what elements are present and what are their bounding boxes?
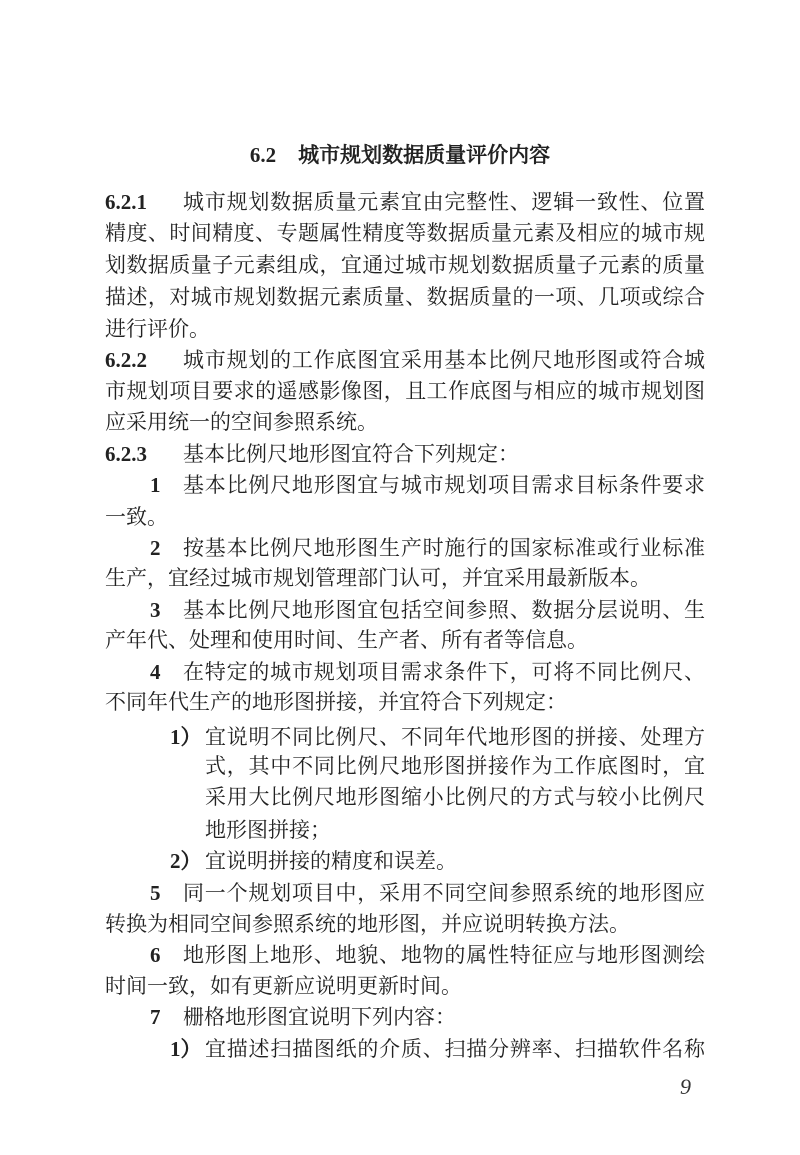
item-line: 按基本比例尺地形图生产时施行的国家标准或行业标准 <box>183 536 705 560</box>
item-line: 地形图上地形、地貌、地物的属性特征应与地形图测绘 <box>183 943 705 967</box>
item-line: 生产，宜经过城市规划管理部门认可，并宜采用最新版本。 <box>105 566 651 590</box>
clause-line: 划数据质量子元素组成，宜通过城市规划数据质量子元素的质量 <box>105 253 705 277</box>
item-line: 转换为相同空间参照系统的地形图，并应说明转换方法。 <box>105 912 630 936</box>
item-line: 基本比例尺地形图宜与城市规划项目需求目标条件要求 <box>183 473 705 497</box>
clause-line: 城市规划数据质量元素宜由完整性、逻辑一致性、位置 <box>183 190 705 214</box>
subitem-line: 地形图拼接； <box>205 818 331 842</box>
item-line: 基本比例尺地形图宜包括空间参照、数据分层说明、生 <box>183 598 705 622</box>
item-line: 在特定的城市规划项目需求条件下，可将不同比例尺、 <box>183 660 705 684</box>
subitem-line: 宜描述扫描图纸的介质、扫描分辨率、扫描软件名称 <box>205 1037 705 1061</box>
item-number: 3 <box>150 598 161 622</box>
subitem-number: 1） <box>170 1037 202 1061</box>
subitem-line: 宜说明不同比例尺、不同年代地形图的拼接、处理方 <box>205 725 705 749</box>
item-line: 不同年代生产的地形图拼接，并宜符合下列规定： <box>105 690 567 714</box>
clause-number: 6.2.1 <box>105 190 147 214</box>
clause-number: 6.2.3 <box>105 442 147 466</box>
clause-line: 基本比例尺地形图宜符合下列规定： <box>183 442 519 466</box>
clause-line: 精度、时间精度、专题属性精度等数据质量元素及相应的城市规 <box>105 221 705 245</box>
subitem-line: 采用大比例尺地形图缩小比例尺的方式与较小比例尺 <box>205 785 705 809</box>
clause-line: 描述，对城市规划数据元素质量、数据质量的一项、几项或综合 <box>105 285 705 309</box>
section-number: 6.2 <box>249 143 277 167</box>
item-line: 时间一致，如有更新应说明更新时间。 <box>105 974 462 998</box>
section-title <box>0 141 800 169</box>
item-line: 栅格地形图宜说明下列内容： <box>183 1005 456 1029</box>
clause-line: 应采用统一的空间参照系统。 <box>105 410 378 434</box>
item-number: 7 <box>150 1005 161 1029</box>
clause-line: 城市规划的工作底图宜采用基本比例尺地形图或符合城 <box>183 348 705 372</box>
subitem-line: 宜说明拼接的精度和误差。 <box>205 849 457 873</box>
section-title-text: 城市规划数据质量评价内容 <box>298 142 551 167</box>
item-number: 4 <box>150 660 161 684</box>
clause-number: 6.2.2 <box>105 348 147 372</box>
item-number: 6 <box>150 943 161 967</box>
item-line: 一致。 <box>105 505 168 529</box>
clause-line: 市规划项目要求的遥感影像图，且工作底图与相应的城市规划图 <box>105 379 705 403</box>
subitem-number: 1） <box>170 725 202 749</box>
item-number: 2 <box>150 536 161 560</box>
item-line: 同一个规划项目中，采用不同空间参照系统的地形图应 <box>183 881 705 905</box>
item-number: 1 <box>150 473 161 497</box>
clause-line: 进行评价。 <box>105 317 210 341</box>
item-number: 5 <box>150 881 161 905</box>
subitem-number: 2） <box>170 849 202 873</box>
page-number: 9 <box>680 1074 691 1099</box>
item-line: 产年代、处理和使用时间、生产者、所有者等信息。 <box>105 628 588 652</box>
subitem-line: 式，其中不同比例尺地形图拼接作为工作底图时，宜 <box>205 754 705 778</box>
